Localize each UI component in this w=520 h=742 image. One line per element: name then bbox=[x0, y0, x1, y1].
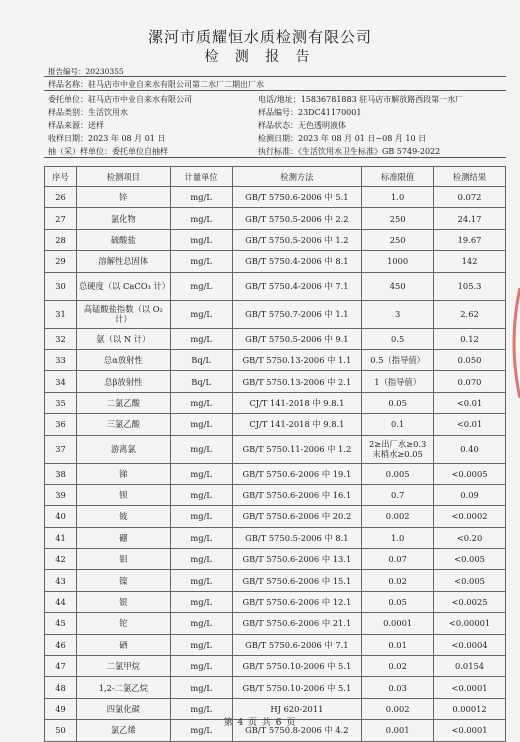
table-row bbox=[45, 414, 506, 435]
cell-limit: 0.005 bbox=[362, 463, 434, 484]
cell-method: GB/T 5750.4-2006 中 7.1 bbox=[232, 272, 362, 300]
cell-item: 氯化物 bbox=[76, 208, 170, 229]
cell-unit: mg/L bbox=[170, 208, 232, 229]
cell-unit: mg/L bbox=[170, 463, 232, 484]
info-sample-no: 样品编号：23DC41170001 bbox=[258, 108, 362, 117]
cell-item: 氨（以 N 计） bbox=[76, 328, 170, 349]
cell-limit: 0.001 bbox=[362, 720, 434, 741]
cell-item: 二氯乙酸 bbox=[76, 392, 170, 413]
table-row bbox=[45, 570, 506, 591]
col-header-no: 序号 bbox=[45, 167, 77, 187]
cell-limit: 1.0 bbox=[362, 187, 434, 208]
cell-result: 0.050 bbox=[434, 349, 506, 370]
cell-method: GB/T 5750.6-2006 中 21.1 bbox=[232, 613, 362, 634]
table-row bbox=[45, 272, 506, 300]
cell-no: 50 bbox=[45, 720, 77, 741]
cell-unit: mg/L bbox=[170, 613, 232, 634]
table-row bbox=[45, 677, 506, 698]
cell-unit: mg/L bbox=[170, 229, 232, 250]
report-title: 检 测 报 告 bbox=[204, 49, 316, 65]
cell-result: <0.005 bbox=[434, 549, 506, 570]
col-header-result: 检测结果 bbox=[434, 167, 506, 187]
cell-result: 0.072 bbox=[434, 187, 506, 208]
info-sample-state: 样品状态：无色透明液体 bbox=[258, 121, 346, 130]
cell-no: 30 bbox=[45, 272, 77, 300]
info-receive-date: 收样日期：2023 年 08 月 01 日 bbox=[48, 134, 166, 143]
cell-item: 铊 bbox=[76, 613, 170, 634]
cell-unit: mg/L bbox=[170, 300, 232, 328]
cell-result: 0.0154 bbox=[434, 656, 506, 677]
table-row bbox=[45, 328, 506, 349]
cell-no: 46 bbox=[45, 634, 77, 655]
table-row bbox=[45, 613, 506, 634]
info-test-date: 检测日期：2023 年 08 月 01 日~08 月 10 日 bbox=[258, 134, 427, 143]
cell-result: <0.0002 bbox=[434, 506, 506, 527]
cell-no: 38 bbox=[45, 463, 77, 484]
cell-no: 35 bbox=[45, 392, 77, 413]
cell-unit: mg/L bbox=[170, 634, 232, 655]
cell-limit: 250 bbox=[362, 208, 434, 229]
col-header-limit: 标准限值 bbox=[362, 167, 434, 187]
cell-no: 28 bbox=[45, 229, 77, 250]
cell-limit: 0.01 bbox=[362, 634, 434, 655]
info-phone-address: 电话/地址：15836781883 驻马店市解放路西段第一水厂 bbox=[258, 95, 464, 104]
table-row bbox=[45, 392, 506, 413]
cell-item: 二氯甲烷 bbox=[76, 656, 170, 677]
cell-item: 三氯乙酸 bbox=[76, 414, 170, 435]
cell-item: 总α放射性 bbox=[76, 349, 170, 370]
info-sample-name: 样品名称：驻马店市中业自来水有限公司第二水厂二期出厂水 bbox=[48, 80, 264, 89]
cell-limit: 0.5（指导值） bbox=[362, 349, 434, 370]
page-number: 第 4 页 共 6 页 bbox=[223, 718, 297, 728]
cell-method: GB/T 5750.5-2006 中 2.2 bbox=[232, 208, 362, 229]
cell-unit: mg/L bbox=[170, 570, 232, 591]
cell-method: GB/T 5750.4-2006 中 8.1 bbox=[232, 251, 362, 272]
cell-result: 142 bbox=[434, 251, 506, 272]
cell-unit: mg/L bbox=[170, 677, 232, 698]
cell-no: 41 bbox=[45, 527, 77, 548]
cell-no: 26 bbox=[45, 187, 77, 208]
cell-limit: 0.05 bbox=[362, 591, 434, 612]
cell-limit: 1000 bbox=[362, 251, 434, 272]
cell-unit: mg/L bbox=[170, 549, 232, 570]
table-row bbox=[45, 634, 506, 655]
cell-unit: mg/L bbox=[170, 251, 232, 272]
table-header-row bbox=[45, 167, 506, 187]
cell-limit: 0.03 bbox=[362, 677, 434, 698]
cell-limit: 250 bbox=[362, 229, 434, 250]
cell-item: 银 bbox=[76, 591, 170, 612]
cell-item: 游离氯 bbox=[76, 435, 170, 463]
cell-result: <0.0025 bbox=[434, 591, 506, 612]
cell-result: <0.0004 bbox=[434, 634, 506, 655]
cell-method: GB/T 5750.10-2006 中 5.1 bbox=[232, 656, 362, 677]
cell-unit: Bq/L bbox=[170, 371, 232, 392]
cell-result: 2.62 bbox=[434, 300, 506, 328]
table-row bbox=[45, 371, 506, 392]
cell-unit: mg/L bbox=[170, 698, 232, 719]
cell-no: 47 bbox=[45, 656, 77, 677]
cell-method: GB/T 5750.7-2006 中 1.1 bbox=[232, 300, 362, 328]
cell-unit: mg/L bbox=[170, 591, 232, 612]
cell-result: 0.00012 bbox=[434, 698, 506, 719]
cell-method: GB/T 5750.6-2006 中 16.1 bbox=[232, 484, 362, 505]
cell-item: 1,2-二氯乙烷 bbox=[76, 677, 170, 698]
cell-limit: 0.002 bbox=[362, 698, 434, 719]
cell-no: 29 bbox=[45, 251, 77, 272]
cell-item: 总硬度（以 CaCO₃ 计） bbox=[76, 272, 170, 300]
table-row bbox=[45, 527, 506, 548]
cell-unit: mg/L bbox=[170, 187, 232, 208]
divider bbox=[44, 90, 506, 91]
col-header-method: 检测方法 bbox=[232, 167, 362, 187]
cell-unit: mg/L bbox=[170, 484, 232, 505]
results-table bbox=[44, 166, 506, 742]
cell-item: 溶解性总固体 bbox=[76, 251, 170, 272]
stamp-arc bbox=[514, 288, 520, 398]
cell-item: 四氯化碳 bbox=[76, 698, 170, 719]
cell-result: <0.01 bbox=[434, 392, 506, 413]
cell-unit: mg/L bbox=[170, 272, 232, 300]
cell-no: 45 bbox=[45, 613, 77, 634]
cell-no: 37 bbox=[45, 435, 77, 463]
info-sampling-unit: 抽（采）样单位：委托单位自抽样 bbox=[48, 147, 168, 156]
col-header-item: 检测项目 bbox=[76, 167, 170, 187]
cell-item: 铍 bbox=[76, 506, 170, 527]
cell-no: 39 bbox=[45, 484, 77, 505]
cell-method: GB/T 5750.13-2006 中 2.1 bbox=[232, 371, 362, 392]
cell-no: 27 bbox=[45, 208, 77, 229]
cell-unit: mg/L bbox=[170, 527, 232, 548]
info-sample-method: 样品来源：送样 bbox=[48, 121, 104, 130]
table-row bbox=[45, 656, 506, 677]
cell-method: GB/T 5750.10-2006 中 5.1 bbox=[232, 677, 362, 698]
cell-item: 钼 bbox=[76, 549, 170, 570]
cell-limit: 0.07 bbox=[362, 549, 434, 570]
table-row bbox=[45, 435, 506, 463]
cell-result: 0.12 bbox=[434, 328, 506, 349]
cell-unit: mg/L bbox=[170, 392, 232, 413]
cell-limit: 0.02 bbox=[362, 656, 434, 677]
cell-method: GB/T 5750.6-2006 中 5.1 bbox=[232, 187, 362, 208]
cell-limit: 0.05 bbox=[362, 392, 434, 413]
cell-result: <0.005 bbox=[434, 570, 506, 591]
table-row bbox=[45, 484, 506, 505]
cell-unit: Bq/L bbox=[170, 349, 232, 370]
cell-item: 硼 bbox=[76, 527, 170, 548]
cell-no: 44 bbox=[45, 591, 77, 612]
cell-item: 高锰酸盐指数（以 O₂ 计） bbox=[76, 300, 170, 328]
cell-method: CJ/T 141-2018 中 9.8.1 bbox=[232, 414, 362, 435]
cell-result: <0.01 bbox=[434, 414, 506, 435]
cell-unit: mg/L bbox=[170, 720, 232, 741]
table-row bbox=[45, 591, 506, 612]
table-row bbox=[45, 208, 506, 229]
cell-method: GB/T 5750.5-2006 中 8.1 bbox=[232, 527, 362, 548]
cell-result: <0.0001 bbox=[434, 677, 506, 698]
cell-method: GB/T 5750.6-2006 中 13.1 bbox=[232, 549, 362, 570]
cell-no: 31 bbox=[45, 300, 77, 328]
cell-method: GB/T 5750.6-2006 中 7.1 bbox=[232, 634, 362, 655]
cell-no: 33 bbox=[45, 349, 77, 370]
cell-unit: mg/L bbox=[170, 328, 232, 349]
org-title: 漯河市质耀恒水质检测有限公司 bbox=[147, 28, 372, 46]
cell-result: 19.67 bbox=[434, 229, 506, 250]
cell-method: GB/T 5750.6-2006 中 15.1 bbox=[232, 570, 362, 591]
cell-no: 34 bbox=[45, 371, 77, 392]
cell-result: 105.3 bbox=[434, 272, 506, 300]
cell-limit: 1（指导值） bbox=[362, 371, 434, 392]
cell-unit: mg/L bbox=[170, 506, 232, 527]
cell-no: 43 bbox=[45, 570, 77, 591]
cell-limit: 0.002 bbox=[362, 506, 434, 527]
cell-method: GB/T 5750.6-2006 中 20.2 bbox=[232, 506, 362, 527]
cell-result: 0.40 bbox=[434, 435, 506, 463]
cell-item: 总β放射性 bbox=[76, 371, 170, 392]
cell-limit: 0.7 bbox=[362, 484, 434, 505]
cell-item: 钡 bbox=[76, 484, 170, 505]
divider-bottom bbox=[44, 157, 506, 158]
report-number: 报告编号：20230355 bbox=[48, 67, 124, 76]
cell-method: GB/T 5750.13-2006 中 1.1 bbox=[232, 349, 362, 370]
col-header-unit: 计量单位 bbox=[170, 167, 232, 187]
cell-result: <0.20 bbox=[434, 527, 506, 548]
info-client: 委托单位：驻马店市中业自来水有限公司 bbox=[48, 95, 192, 104]
cell-result: <0.00001 bbox=[434, 613, 506, 634]
cell-item: 锑 bbox=[76, 463, 170, 484]
table-row bbox=[45, 300, 506, 328]
cell-item: 锌 bbox=[76, 187, 170, 208]
cell-item: 硒 bbox=[76, 634, 170, 655]
cell-no: 40 bbox=[45, 506, 77, 527]
cell-item: 硫酸盐 bbox=[76, 229, 170, 250]
cell-limit: 1.0 bbox=[362, 527, 434, 548]
cell-limit: 0.0001 bbox=[362, 613, 434, 634]
table-row bbox=[45, 187, 506, 208]
cell-limit: 2≥出厂水≥0.3 末梢水≥0.05 bbox=[362, 435, 434, 463]
info-standard: 执行标准：《生活饮用水卫生标准》GB 5749-2022 bbox=[258, 147, 441, 156]
cell-method: GB/T 5750.5-2006 中 1.2 bbox=[232, 229, 362, 250]
cell-result: 24.17 bbox=[434, 208, 506, 229]
cell-no: 48 bbox=[45, 677, 77, 698]
cell-method: HJ 620-2011 bbox=[232, 698, 362, 719]
cell-limit: 0.1 bbox=[362, 414, 434, 435]
cell-method: CJ/T 141-2018 中 9.8.1 bbox=[232, 392, 362, 413]
table-row bbox=[45, 251, 506, 272]
cell-unit: mg/L bbox=[170, 656, 232, 677]
cell-limit: 0.02 bbox=[362, 570, 434, 591]
table-row bbox=[45, 349, 506, 370]
cell-limit: 450 bbox=[362, 272, 434, 300]
cell-unit: mg/L bbox=[170, 435, 232, 463]
cell-no: 49 bbox=[45, 698, 77, 719]
table-row bbox=[45, 549, 506, 570]
cell-item: 镍 bbox=[76, 570, 170, 591]
table-row bbox=[45, 463, 506, 484]
cell-method: GB/T 5750.11-2006 中 1.2 bbox=[232, 435, 362, 463]
cell-method: GB/T 5750.6-2006 中 19.1 bbox=[232, 463, 362, 484]
cell-result: <0.0005 bbox=[434, 463, 506, 484]
cell-no: 36 bbox=[45, 414, 77, 435]
cell-no: 32 bbox=[45, 328, 77, 349]
cell-limit: 3 bbox=[362, 300, 434, 328]
cell-method: GB/T 5750.8-2006 中 4.2 bbox=[232, 720, 362, 741]
cell-method: GB/T 5750.5-2006 中 9.1 bbox=[232, 328, 362, 349]
cell-result: 0.09 bbox=[434, 484, 506, 505]
cell-limit: 0.5 bbox=[362, 328, 434, 349]
red-seal-stamp bbox=[508, 288, 520, 398]
cell-result: <0.0001 bbox=[434, 720, 506, 741]
divider-top bbox=[44, 76, 506, 77]
table-row bbox=[45, 229, 506, 250]
cell-method: GB/T 5750.6-2006 中 12.1 bbox=[232, 591, 362, 612]
info-sample-type: 样品类别：生活饮用水 bbox=[48, 108, 128, 117]
cell-no: 42 bbox=[45, 549, 77, 570]
cell-result: 0.070 bbox=[434, 371, 506, 392]
cell-unit: mg/L bbox=[170, 414, 232, 435]
table-row bbox=[45, 506, 506, 527]
cell-item: 氯乙烯 bbox=[76, 720, 170, 741]
